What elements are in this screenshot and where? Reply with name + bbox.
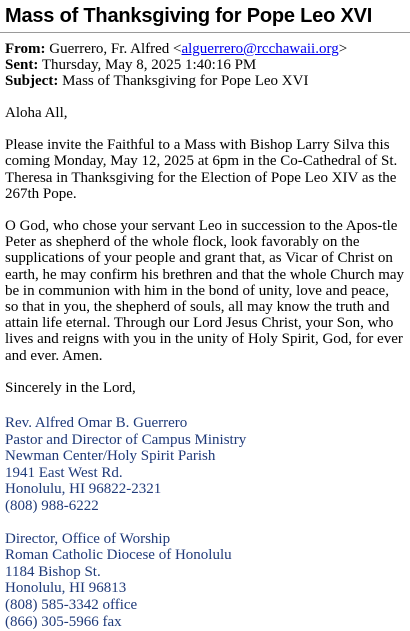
- closing: Sincerely in the Lord,: [5, 379, 136, 396]
- signature-line: (808) 988-6222: [5, 498, 99, 515]
- signature-line: Roman Catholic Diocese of Honolulu: [5, 547, 232, 564]
- from-close: >: [338, 41, 348, 57]
- signature-line: Newman Center/Holy Spirit Parish: [5, 448, 216, 465]
- signature-line: 1184 Bishop St.: [5, 563, 101, 580]
- subject-row: [5, 73, 405, 89]
- from-label: From:: [5, 41, 46, 57]
- subject-label: Subject:: [5, 73, 59, 89]
- greeting: Aloha All,: [5, 105, 68, 121]
- from-email-link[interactable]: alguerrero@rcchawaii.org: [181, 41, 339, 57]
- signature-line: Director, Office of Worship: [5, 530, 171, 547]
- signature-block-worship: [5, 531, 405, 631]
- signature-line: Honolulu, HI 96822-2321: [5, 481, 162, 498]
- signature-line: (808) 585-3342 office: [5, 596, 138, 613]
- prayer-paragraph: O God, who chose your servant Leo in succession to the Apos-tle Peter as shepherd of the whole flock, look favorably on the supplications of your people and grant that, as Vicar of Christ on earth, he may confirm his brethren and that the whole Church may be in communion with him in the bond of unity, love and peace, so that in you, the shepherd of souls, all may know the truth and attain life eternal. Through our Lord Jesus Christ, your Son, who lives and reigns with you in the unity of Holy Spirit, God, for ever and ever. Amen.: [5, 218, 405, 364]
- email-body: [5, 105, 405, 396]
- sent-row: [5, 57, 405, 73]
- signature-line: Pastor and Director of Campus Ministry: [5, 431, 247, 448]
- sent-value: Thursday, May 8, 2025 1:40:16 PM: [41, 57, 257, 73]
- from-row: [5, 41, 405, 57]
- from-name: Guerrero, Fr. Alfred <: [49, 41, 182, 57]
- email-title: Mass of Thanksgiving for Pope Leo XVI: [5, 5, 373, 27]
- signature-line: Honolulu, HI 96813: [5, 580, 127, 597]
- signature-line: (866) 305-5966 fax: [5, 613, 122, 630]
- signature-line: Rev. Alfred Omar B. Guerrero: [5, 415, 188, 432]
- signature-line: 1941 East West Rd.: [5, 464, 123, 481]
- title-divider: [0, 32, 410, 33]
- subject-value: Mass of Thanksgiving for Pope Leo XVI: [62, 73, 309, 89]
- invite-paragraph: Please invite the Faithful to a Mass with Bishop Larry Silva this coming Monday, May 12, 2025 at 6pm in the Co-Cathedral of St. Theresa in Thanksgiving for the Election of Pope Leo XIV as the 267th Pope.: [5, 137, 398, 202]
- sent-label: Sent:: [5, 57, 39, 73]
- email-headers: [5, 41, 405, 89]
- signature-block-pastor: [5, 415, 405, 515]
